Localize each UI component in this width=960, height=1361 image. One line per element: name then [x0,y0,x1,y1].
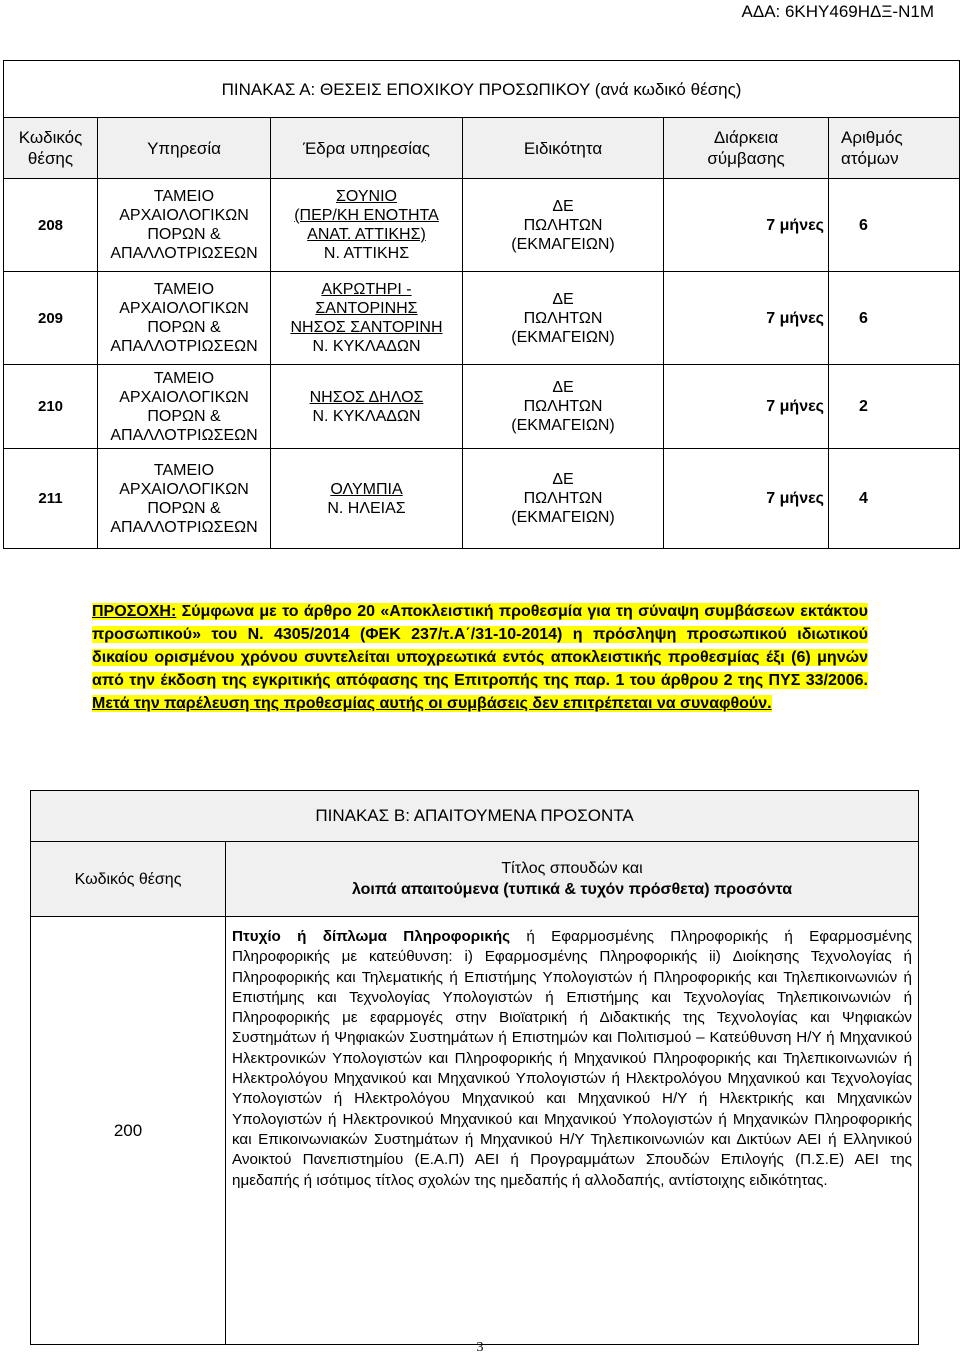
position-code: 210 [4,365,98,449]
header-specialty: Ειδικότητα [463,118,664,179]
position-code: 209 [4,272,98,365]
service-cell: ΤΑΜΕΙΟ ΑΡΧΑΙΟΛΟΓΙΚΩΝ ΠΟΡΩΝ & ΑΠΑΛΛΟΤΡΙΩΣΕΩΝ [98,449,271,549]
header-count: Αριθμός ατόμων [829,118,960,179]
seat-cell: ΑΚΡΩΤΗΡΙ - ΣΑΝΤΟΡΙΝΗΣ ΝΗΣΟΣ ΣΑΝΤΟΡΙΝΗ Ν. ΚΥΚΛΑΔΩΝ [271,272,463,365]
count-cell: 6 [829,272,960,365]
seat-cell: ΟΛΥΜΠΙΑ Ν. ΗΛΕΙΑΣ [271,449,463,549]
table-row [31,917,919,1345]
duration-cell: 7 μήνες [664,272,829,365]
duration-cell: 7 μήνες [664,365,829,449]
ada-code: ΑΔΑ: 6ΚΗΥ469ΗΔΞ-Ν1Μ [741,2,934,21]
header-code: Κωδικός θέσης [4,118,98,179]
position-code: 208 [4,179,98,272]
qualifications-text: Πτυχίο ή δίπλωμα Πληροφορικής ή Εφαρμοσμένης Πληροφορικής ή Εφαρμοσμένης Πληροφορικής με κατεύθυνση: i) Εφαρμοσμένης Πληροφορικής ii) Διοίκησης Τεχνολογίας ή Πληροφορικής και Τηλεματικής ή Επιστήμης Υπολογιστών ή Πληροφορικής και Τηλεπικοινωνιών ή Επιστήμης και Τεχνολογίας Υπολογιστών ή Επιστήμης και Τεχνολογίας Τηλεπικοινωνιών ή Πληροφορικής με εφαρμογές στην Βιοϊατρική ή Διδακτικής της Τεχνολογίας και Ψηφιακών Συστημάτων ή Ψηφιακών Συστημάτων ή Επιστημών και Πολιτισμού – Κατεύθυνση Η/Υ ή Μηχανικού Ηλεκτρονικών Υπολογιστών και Πληροφορικής ή Μηχανικού Πληροφορικής και Τηλεπικοινωνιών ή Ηλεκτρολόγου Μηχανικού και Μηχανικού Υπολογιστών ή Ηλεκτρολόγου Μηχανικού και Τεχνολογίας Υπολογιστών ή Ηλεκτρολόγου Μηχανικού και Μηχανικού Η/Υ ή Ηλεκτρικής και Μηχανικών Υπολογιστών ή Ηλεκτρονικού Μηχανικού και Μηχανικού Υπολογιστών ή Μηχανικών Πληροφορικής και Επικοινωνιακών Συστημάτων ή Μηχανικού Η/Υ Τηλεπικοινωνιών και Δικτύων ΑΕΙ ή Ελληνικού Ανοικτού Πανεπιστημίου (Ε.Α.Π) ΑΕΙ ή Προγραμμάτων Σπουδών Επιλογής (Π.Σ.Ε) ΑΕΙ της ημεδαπής ή ισότιμος τίτλος σχολών της ημεδαπής ή αλλοδαπής, αντίστοιχης ειδικότητας. [226,917,919,1345]
service-cell: ΤΑΜΕΙΟ ΑΡΧΑΙΟΛΟΓΙΚΩΝ ΠΟΡΩΝ & ΑΠΑΛΛΟΤΡΙΩΣΕΩΝ [98,272,271,365]
notice-paragraph [92,600,868,715]
header-service: Υπηρεσία [98,118,271,179]
service-cell: ΤΑΜΕΙΟ ΑΡΧΑΙΟΛΟΓΙΚΩΝ ΠΟΡΩΝ & ΑΠΑΛΛΟΤΡΙΩΣΕΩΝ [98,365,271,449]
header-seat: Έδρα υπηρεσίας [271,118,463,179]
header-qualifications: Τίτλος σπουδών και λοιπά απαιτούμενα (τυπικά & τυχόν πρόσθετα) προσόντα [226,842,919,917]
table-a-title: ΠΙΝΑΚΑΣ Α: ΘΕΣΕΙΣ ΕΠΟΧΙΚΟΥ ΠΡΟΣΩΠΙΚΟΥ (ανά κωδικό θέσης) [4,61,960,118]
table-row [4,179,960,272]
table-a-positions [3,60,960,549]
seat-cell: ΝΗΣΟΣ ΔΗΛΟΣ Ν. ΚΥΚΛΑΔΩΝ [271,365,463,449]
header-duration: Διάρκεια σύμβασης [664,118,829,179]
table-row [4,272,960,365]
header-code: Κωδικός θέσης [31,842,226,917]
count-cell: 4 [829,449,960,549]
seat-cell: ΣΟΥΝΙΟ (ΠΕΡ/ΚΗ ΕΝΟΤΗΤΑ ΑΝΑΤ. ΑΤΤΙΚΗΣ) Ν. ΑΤΤΙΚΗΣ [271,179,463,272]
notice-label: ΠΡΟΣΟΧΗ: [92,603,177,620]
table-b-title: ΠΙΝΑΚΑΣ Β: ΑΠΑΙΤΟΥΜΕΝΑ ΠΡΟΣΟΝΤΑ [31,791,919,842]
specialty-cell: ΔΕ ΠΩΛΗΤΩΝ (ΕΚΜΑΓΕΙΩΝ) [463,449,664,549]
specialty-cell: ΔΕ ΠΩΛΗΤΩΝ (ΕΚΜΑΓΕΙΩΝ) [463,179,664,272]
count-cell: 6 [829,179,960,272]
count-cell: 2 [829,365,960,449]
duration-cell: 7 μήνες [664,179,829,272]
duration-cell: 7 μήνες [664,449,829,549]
specialty-cell: ΔΕ ΠΩΛΗΤΩΝ (ΕΚΜΑΓΕΙΩΝ) [463,272,664,365]
position-code: 200 [31,917,226,1345]
table-row [4,449,960,549]
notice-tail: Μετά την παρέλευση της προθεσμίας αυτής οι συμβάσεις δεν επιτρέπεται να συναφθούν. [92,695,772,712]
page-number: 3 [476,1340,484,1355]
table-b-qualifications [30,790,919,1345]
specialty-cell: ΔΕ ΠΩΛΗΤΩΝ (ΕΚΜΑΓΕΙΩΝ) [463,365,664,449]
service-cell: ΤΑΜΕΙΟ ΑΡΧΑΙΟΛΟΓΙΚΩΝ ΠΟΡΩΝ & ΑΠΑΛΛΟΤΡΙΩΣΕΩΝ [98,179,271,272]
table-row [4,365,960,449]
position-code: 211 [4,449,98,549]
notice-body: Σύμφωνα με το άρθρο 20 «Αποκλειστική προθεσμία για τη σύναψη συμβάσεων εκτάκτου προσωπικού» του Ν. 4305/2014 (ΦΕΚ 237/τ.Α΄/31-10-2014) η πρόσληψη προσωπικού ιδιωτικού δικαίου ορισμένου χρόνου συντελείται υποχρεωτικά εντός αποκλειστικής προθεσμίας έξι (6) μηνών από την έκδοση της εγκριτικής απόφασης της Επιτροπής της παρ. 1 του άρθρου 2 της ΠΥΣ 33/2006. [92,603,868,689]
